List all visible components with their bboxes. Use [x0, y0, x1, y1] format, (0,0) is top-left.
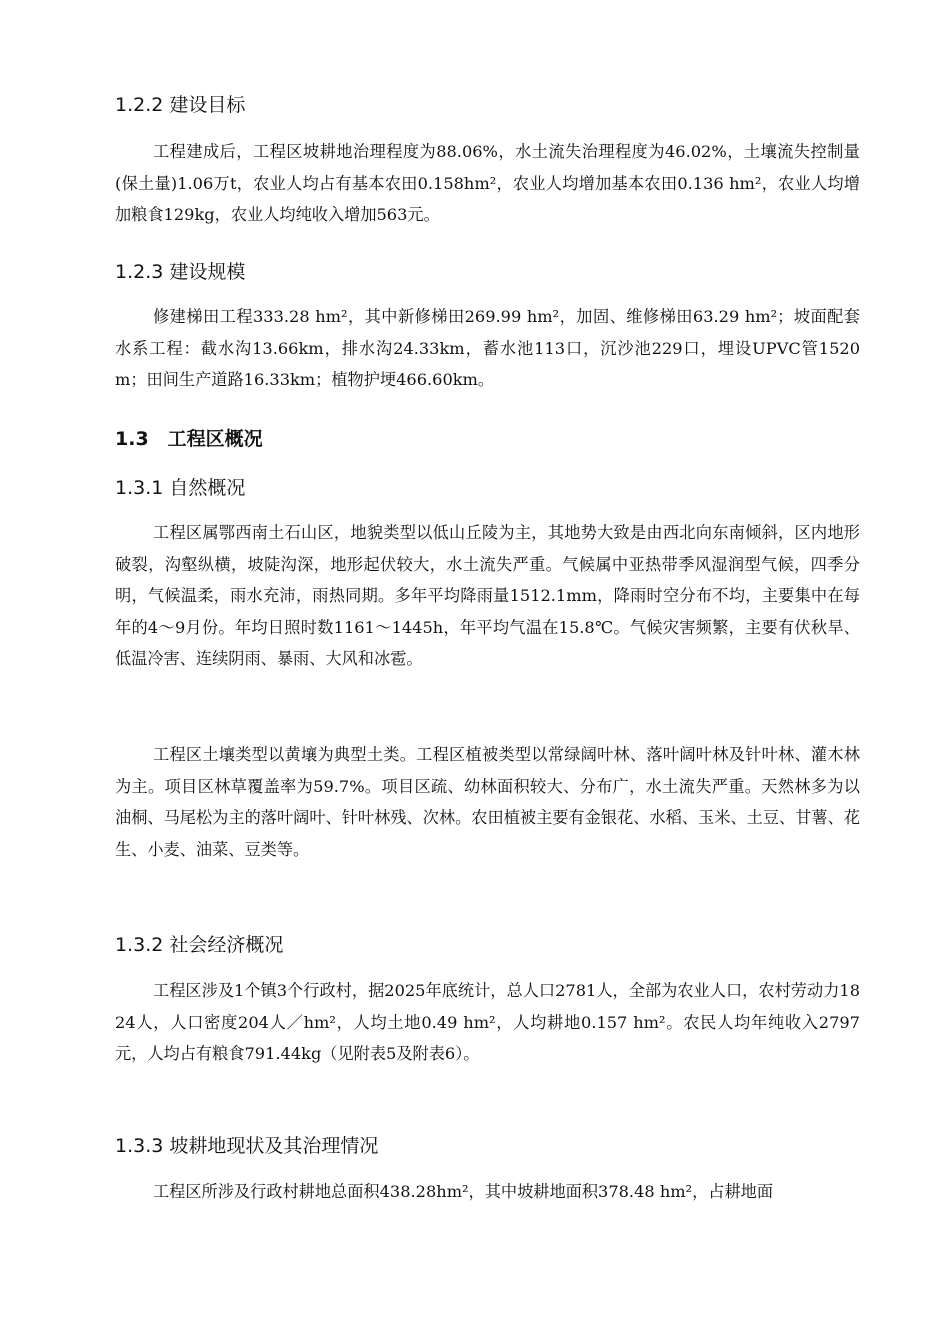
paragraph-socioeconomic-overview: 工程区涉及1个镇3个行政村，据2025年底统计，总人口2781人，全部为农业人口，农村劳动力1824人，人口密度204人／hm²，人均土地0.49 hm²，人均耕地0.157 hm²。农民人均年纯收入2797元，人均占有粮食791.44kg（见附表5及附表6）。	[115, 981, 860, 1063]
paragraph-slope-farmland-status: 工程区所涉及行政村耕地总面积438.28hm²，其中坡耕地面积378.48 hm²，占耕地面	[153, 1182, 774, 1201]
paragraph-natural-overview-soil-vegetation: 工程区土壤类型以黄壤为典型土类。工程区植被类型以常绿阔叶林、落叶阔叶林及针叶林、灌木林为主。项目区林草覆盖率为59.7%。项目区疏、幼林面积较大、分布广，水土流失严重。天然林多为以油桐、马尾松为主的落叶阔叶、针叶林残、次林。农田植被主要有金银花、水稻、玉米、土豆、甘薯、花生、小麦、油菜、豆类等。	[115, 745, 860, 859]
heading-1-2-3: 1.2.3 建设规模	[115, 261, 246, 283]
heading-1-2-2: 1.2.2 建设目标	[115, 94, 246, 116]
heading-1-3: 1.3 工程区概况	[115, 428, 263, 450]
heading-1-3-2: 1.3.2 社会经济概况	[115, 934, 284, 956]
paragraph-construction-goals: 工程建成后，工程区坡耕地治理程度为88.06%，水土流失治理程度为46.02%，土壤流失控制量(保土量)1.06万t，农业人均占有基本农田0.158hm²，农业人均增加基本农田0.136 hm²，农业人均增加粮食129kg，农业人均纯收入增加563元。	[115, 142, 860, 224]
paragraph-natural-overview-climate: 工程区属鄂西南土石山区，地貌类型以低山丘陵为主，其地势大致是由西北向东南倾斜，区内地形破裂，沟壑纵横，坡陡沟深，地形起伏较大，水土流失严重。气候属中亚热带季风湿润型气候，四季分明，气候温柔，雨水充沛，雨热同期。多年平均降雨量1512.1mm，降雨时空分布不均，主要集中在每年的4～9月份。年均日照时数1161～1445h，年平均气温在15.8℃。气候灾害频繁，主要有伏秋旱、低温冷害、连续阴雨、暴雨、大风和冰雹。	[115, 523, 860, 668]
heading-1-3-1: 1.3.1 自然概况	[115, 477, 246, 499]
paragraph-construction-scale: 修建梯田工程333.28 hm²，其中新修梯田269.99 hm²，加固、维修梯田63.29 hm²；坡面配套水系工程：截水沟13.66km，排水沟24.33km，蓄水池113口，沉沙池229口，埋设UPVC管1520 m；田间生产道路16.33km；植物护埂466.60km。	[115, 307, 860, 389]
heading-1-3-3: 1.3.3 坡耕地现状及其治理情况	[115, 1135, 379, 1157]
